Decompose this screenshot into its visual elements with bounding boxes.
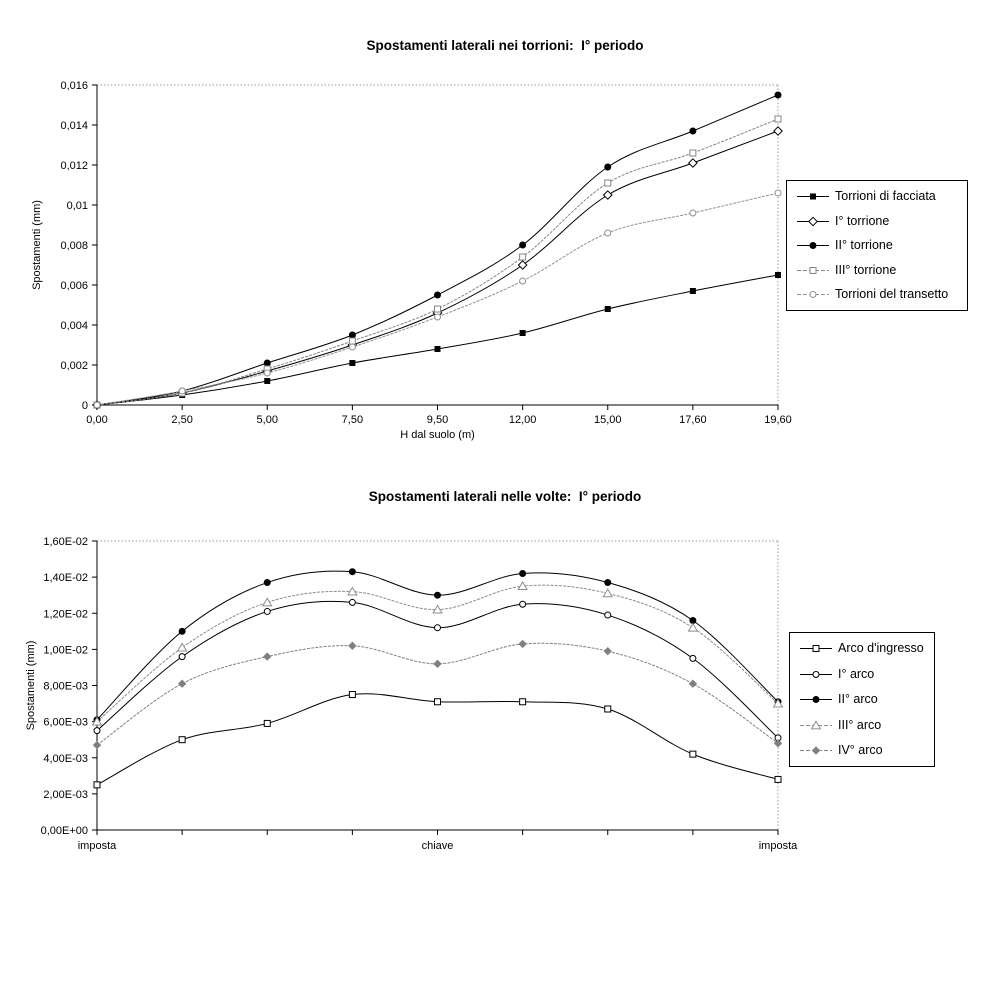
filled-diamond-icon xyxy=(93,741,101,749)
open-triangle-icon xyxy=(799,719,833,732)
filled-diamond-icon xyxy=(348,642,356,650)
legend-item-i-torrione xyxy=(796,215,963,228)
filled-circle-icon xyxy=(813,696,820,703)
filled-square-icon xyxy=(349,360,355,366)
open-square-icon xyxy=(775,776,781,782)
svg-text:0,006: 0,006 xyxy=(60,280,88,292)
svg-text:4,00E-03: 4,00E-03 xyxy=(43,752,88,765)
filled-diamond-icon xyxy=(774,739,782,747)
svg-text:0: 0 xyxy=(81,400,88,412)
filled-square-icon xyxy=(810,194,816,200)
open-triangle-icon xyxy=(263,598,272,606)
filled-diamond-icon xyxy=(812,746,820,754)
series-Torrioni del transetto xyxy=(94,190,781,408)
open-square-icon xyxy=(799,642,833,655)
legend-item-torrioni-del-transetto xyxy=(796,288,963,301)
svg-text:Spostamenti (mm): Spostamenti (mm) xyxy=(31,200,43,290)
legend-label: II° arco xyxy=(838,692,878,706)
open-square-icon xyxy=(796,264,830,277)
chart-plot-1 xyxy=(25,536,798,852)
svg-text:6,00E-03: 6,00E-03 xyxy=(43,716,88,729)
open-square-icon xyxy=(690,150,696,156)
svg-text:12,00: 12,00 xyxy=(508,414,537,426)
svg-text:Spostamenti (mm): Spostamenti (mm) xyxy=(25,640,37,731)
open-square-icon xyxy=(435,699,441,705)
legend-label: III° torrione xyxy=(835,262,897,277)
svg-text:0,014: 0,014 xyxy=(60,120,88,132)
series-Arco d'ingresso xyxy=(94,692,781,788)
legend-label: II° torrione xyxy=(835,238,893,252)
svg-text:0,00: 0,00 xyxy=(86,414,108,426)
filled-circle-icon xyxy=(799,693,833,706)
series-I° torrione xyxy=(93,127,782,409)
svg-text:1,20E-02: 1,20E-02 xyxy=(43,608,88,621)
svg-text:19,60: 19,60 xyxy=(764,414,792,426)
legend-label: IV° arco xyxy=(838,743,883,757)
open-circle-icon xyxy=(813,671,819,677)
open-square-icon xyxy=(520,699,526,705)
open-circle-icon xyxy=(94,402,100,408)
legend-torrioni xyxy=(786,180,968,311)
legend-label: I° torrione xyxy=(835,213,890,228)
open-triangle-icon xyxy=(178,643,187,651)
open-circle-icon xyxy=(520,601,526,607)
filled-circle-icon xyxy=(810,242,817,249)
filled-diamond-icon xyxy=(263,652,271,660)
legend-label: Arco d'ingresso xyxy=(838,641,924,655)
open-triangle-icon xyxy=(688,624,697,632)
open-circle-icon xyxy=(349,599,355,605)
svg-text:0,00E+00: 0,00E+00 xyxy=(40,825,88,837)
open-circle-icon xyxy=(810,292,816,298)
filled-square-icon xyxy=(264,378,270,384)
open-circle-icon xyxy=(179,654,185,660)
legend-item-ii-torrione xyxy=(796,239,963,252)
open-square-icon xyxy=(435,306,441,312)
open-circle-icon xyxy=(690,655,696,661)
open-circle-icon xyxy=(605,230,611,236)
filled-diamond-icon xyxy=(518,640,526,648)
filled-square-icon xyxy=(796,190,830,203)
open-circle-icon xyxy=(435,625,441,631)
series-III° torrione xyxy=(94,116,781,408)
legend-item-iii-arco xyxy=(799,719,930,732)
filled-circle-icon xyxy=(434,292,441,299)
filled-square-icon xyxy=(435,346,441,352)
open-square-icon xyxy=(813,646,819,652)
filled-circle-icon xyxy=(775,92,782,99)
legend-item-iv-arco xyxy=(799,744,930,757)
filled-square-icon xyxy=(775,272,781,278)
series-II° torrione xyxy=(94,92,782,409)
filled-square-icon xyxy=(690,288,696,294)
filled-diamond-icon xyxy=(433,660,441,668)
open-circle-icon xyxy=(796,288,830,301)
filled-circle-icon xyxy=(604,164,611,171)
open-circle-icon xyxy=(520,278,526,284)
open-square-icon xyxy=(605,706,611,712)
open-square-icon xyxy=(349,692,355,698)
open-square-icon xyxy=(690,751,696,757)
open-diamond-icon xyxy=(518,261,526,269)
svg-text:2,50: 2,50 xyxy=(171,414,193,426)
svg-text:0,008: 0,008 xyxy=(60,240,88,252)
filled-square-icon xyxy=(605,306,611,312)
open-circle-icon xyxy=(264,370,270,376)
svg-text:0,004: 0,004 xyxy=(60,320,88,332)
open-diamond-icon xyxy=(809,217,817,225)
svg-text:0,002: 0,002 xyxy=(60,360,88,372)
open-diamond-icon xyxy=(604,191,612,199)
legend-label: Torrioni di facciata xyxy=(835,189,936,203)
filled-circle-icon xyxy=(349,568,356,575)
svg-text:0,012: 0,012 xyxy=(60,160,88,172)
legend-label: I° arco xyxy=(838,666,875,681)
open-square-icon xyxy=(349,338,355,344)
svg-text:17,60: 17,60 xyxy=(679,414,707,426)
open-square-icon xyxy=(520,254,526,260)
legend-item-ii-arco xyxy=(799,693,930,706)
svg-text:imposta: imposta xyxy=(77,840,117,852)
svg-text:imposta: imposta xyxy=(758,840,798,852)
legend-label: III° arco xyxy=(838,717,882,732)
svg-text:0,01: 0,01 xyxy=(66,200,88,212)
filled-circle-icon xyxy=(434,592,441,599)
open-square-icon xyxy=(605,180,611,186)
series-IV° arco xyxy=(93,640,782,750)
open-circle-icon xyxy=(799,668,833,681)
filled-circle-icon xyxy=(179,628,186,635)
svg-text:8,00E-03: 8,00E-03 xyxy=(43,680,88,693)
chart-title-torrioni: Spostamenti laterali nei torrioni: I° periodo xyxy=(366,38,644,53)
filled-square-icon xyxy=(520,330,526,336)
open-circle-icon xyxy=(349,344,355,350)
filled-circle-icon xyxy=(264,360,271,367)
svg-text:chiave: chiave xyxy=(421,840,454,852)
legend-item-iii-torrione xyxy=(796,264,963,277)
filled-circle-icon xyxy=(796,239,830,252)
filled-circle-icon xyxy=(604,579,611,586)
open-circle-icon xyxy=(179,388,185,394)
legend-item-arco-dingresso xyxy=(799,642,930,655)
legend-volte xyxy=(789,632,935,767)
open-diamond-icon xyxy=(689,159,697,167)
series-I° arco xyxy=(94,599,781,740)
open-circle-icon xyxy=(435,314,441,320)
filled-circle-icon xyxy=(349,332,356,339)
legend-item-torrioni-di-facciata xyxy=(796,190,963,203)
open-circle-icon xyxy=(775,190,781,196)
filled-diamond-icon xyxy=(689,679,697,687)
filled-circle-icon xyxy=(264,579,271,586)
open-circle-icon xyxy=(264,608,270,614)
svg-text:5,00: 5,00 xyxy=(256,414,278,426)
legend-item-i-arco xyxy=(799,668,930,681)
chart-plot-0 xyxy=(31,80,792,441)
open-square-icon xyxy=(810,267,816,273)
svg-text:1,60E-02: 1,60E-02 xyxy=(43,536,88,548)
open-square-icon xyxy=(264,720,270,726)
open-circle-icon xyxy=(690,210,696,216)
open-square-icon xyxy=(94,782,100,788)
open-circle-icon xyxy=(94,728,100,734)
open-circle-icon xyxy=(605,612,611,618)
chart-title-volte: Spostamenti laterali nelle volte: I° periodo xyxy=(368,489,642,504)
svg-text:0,016: 0,016 xyxy=(60,80,88,92)
open-square-icon xyxy=(179,737,185,743)
filled-circle-icon xyxy=(519,242,526,249)
svg-text:H dal suolo (m): H dal suolo (m) xyxy=(400,429,475,441)
svg-text:15,00: 15,00 xyxy=(593,414,622,426)
open-diamond-icon xyxy=(774,127,782,135)
filled-circle-icon xyxy=(519,570,526,577)
open-diamond-icon xyxy=(796,215,830,228)
filled-diamond-icon xyxy=(604,647,612,655)
svg-text:2,00E-03: 2,00E-03 xyxy=(43,788,88,801)
filled-diamond-icon xyxy=(799,744,833,757)
svg-text:7,50: 7,50 xyxy=(341,414,364,426)
svg-text:1,00E-02: 1,00E-02 xyxy=(43,644,88,657)
svg-text:1,40E-02: 1,40E-02 xyxy=(43,572,88,585)
svg-text:9,50: 9,50 xyxy=(426,414,449,426)
filled-circle-icon xyxy=(689,128,696,135)
open-square-icon xyxy=(775,116,781,122)
legend-label: Torrioni del transetto xyxy=(835,287,949,301)
filled-diamond-icon xyxy=(178,679,186,687)
